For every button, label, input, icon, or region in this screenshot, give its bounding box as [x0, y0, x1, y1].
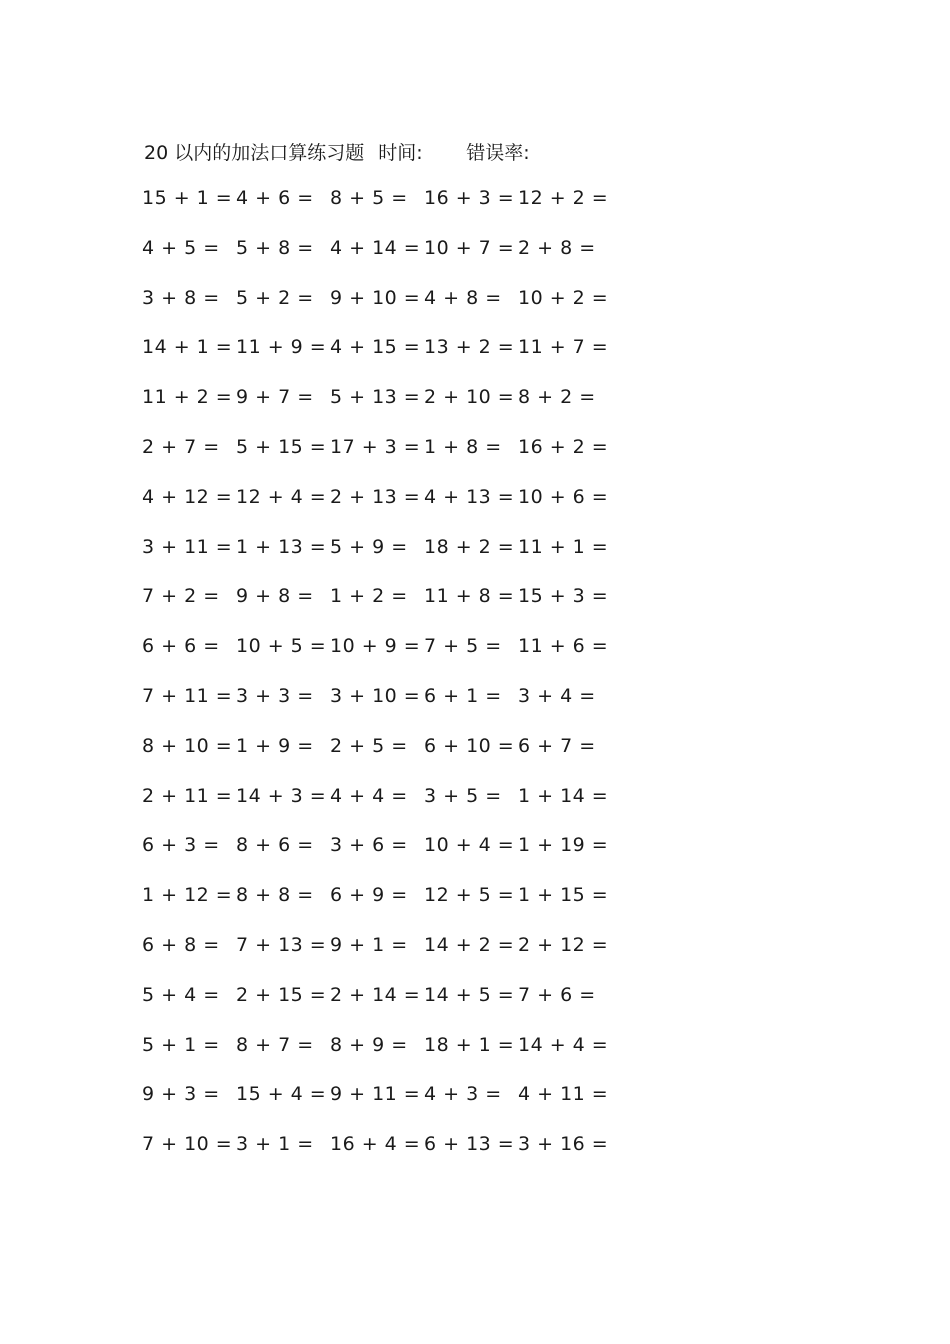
addition-problem: 5 + 13 =	[330, 386, 421, 409]
addition-problem: 11 + 8 =	[424, 585, 515, 608]
problem-row	[142, 1129, 662, 1179]
addition-problem: 4 + 12 =	[142, 485, 233, 508]
addition-problem: 5 + 1 =	[142, 1033, 220, 1056]
addition-problem: 10 + 4 =	[424, 834, 515, 857]
addition-problem: 9 + 1 =	[330, 933, 408, 956]
addition-problem: 7 + 6 =	[518, 983, 596, 1006]
addition-problem: 15 + 1 =	[142, 187, 233, 209]
addition-problem: 8 + 6 =	[236, 834, 314, 857]
addition-problem: 14 + 4 =	[518, 1033, 609, 1056]
problem-row	[142, 731, 662, 781]
addition-problem: 15 + 4 =	[236, 1083, 327, 1106]
addition-problem: 1 + 2 =	[330, 585, 408, 608]
addition-problem: 9 + 8 =	[236, 585, 314, 608]
addition-problem: 9 + 10 =	[330, 286, 421, 309]
addition-problem: 3 + 1 =	[236, 1133, 314, 1156]
addition-problem: 4 + 13 =	[424, 485, 515, 508]
problem-row	[142, 1030, 662, 1080]
addition-problem: 10 + 5 =	[236, 635, 327, 658]
addition-problem: 6 + 8 =	[142, 933, 220, 956]
problem-row	[142, 681, 662, 731]
addition-problem: 1 + 12 =	[142, 884, 233, 907]
addition-problem: 7 + 10 =	[142, 1133, 233, 1156]
time-label: 时间:	[378, 141, 423, 164]
addition-problem: 17 + 3 =	[330, 435, 421, 458]
addition-problem: 12 + 2 =	[518, 187, 609, 209]
addition-problem: 3 + 10 =	[330, 684, 421, 707]
problem-grid	[142, 183, 662, 1179]
addition-problem: 7 + 11 =	[142, 684, 233, 707]
problem-row	[142, 482, 662, 532]
addition-problem: 9 + 7 =	[236, 386, 314, 409]
addition-problem: 2 + 8 =	[518, 236, 596, 259]
worksheet-header	[144, 136, 530, 166]
addition-problem: 11 + 9 =	[236, 336, 327, 359]
addition-problem: 6 + 9 =	[330, 884, 408, 907]
addition-problem: 14 + 2 =	[424, 933, 515, 956]
problem-row	[142, 830, 662, 880]
worksheet-title: 20 以内的加法口算练习题	[144, 141, 365, 164]
addition-problem: 6 + 10 =	[424, 734, 515, 757]
addition-problem: 8 + 7 =	[236, 1033, 314, 1056]
addition-problem: 7 + 2 =	[142, 585, 220, 608]
problem-row	[142, 283, 662, 333]
addition-problem: 1 + 15 =	[518, 884, 609, 907]
problem-row	[142, 581, 662, 631]
problem-row	[142, 332, 662, 382]
addition-problem: 18 + 1 =	[424, 1033, 515, 1056]
addition-problem: 13 + 2 =	[424, 336, 515, 359]
addition-problem: 6 + 1 =	[424, 684, 502, 707]
addition-problem: 12 + 4 =	[236, 485, 327, 508]
addition-problem: 4 + 15 =	[330, 336, 421, 359]
addition-problem: 8 + 2 =	[518, 386, 596, 409]
addition-problem: 2 + 14 =	[330, 983, 421, 1006]
addition-problem: 16 + 3 =	[424, 187, 515, 209]
addition-problem: 10 + 7 =	[424, 236, 515, 259]
addition-problem: 5 + 9 =	[330, 535, 408, 558]
addition-problem: 6 + 7 =	[518, 734, 596, 757]
addition-problem: 2 + 13 =	[330, 485, 421, 508]
addition-problem: 16 + 2 =	[518, 435, 609, 458]
problem-row	[142, 432, 662, 482]
addition-problem: 14 + 5 =	[424, 983, 515, 1006]
addition-problem: 5 + 2 =	[236, 286, 314, 309]
addition-problem: 16 + 4 =	[330, 1133, 421, 1156]
addition-problem: 3 + 8 =	[142, 286, 220, 309]
problem-row	[142, 532, 662, 582]
addition-problem: 14 + 3 =	[236, 784, 327, 807]
addition-problem: 5 + 4 =	[142, 983, 220, 1006]
addition-problem: 1 + 14 =	[518, 784, 609, 807]
addition-problem: 11 + 2 =	[142, 386, 233, 409]
addition-problem: 4 + 8 =	[424, 286, 502, 309]
addition-problem: 6 + 3 =	[142, 834, 220, 857]
addition-problem: 4 + 5 =	[142, 236, 220, 259]
addition-problem: 10 + 2 =	[518, 286, 609, 309]
problem-row	[142, 781, 662, 831]
addition-problem: 3 + 6 =	[330, 834, 408, 857]
addition-problem: 1 + 19 =	[518, 834, 609, 857]
addition-problem: 3 + 16 =	[518, 1133, 609, 1156]
addition-problem: 9 + 3 =	[142, 1083, 220, 1106]
addition-problem: 1 + 8 =	[424, 435, 502, 458]
addition-problem: 1 + 9 =	[236, 734, 314, 757]
addition-problem: 7 + 13 =	[236, 933, 327, 956]
addition-problem: 2 + 5 =	[330, 734, 408, 757]
problem-row	[142, 631, 662, 681]
problem-row	[142, 930, 662, 980]
addition-problem: 11 + 7 =	[518, 336, 609, 359]
addition-problem: 5 + 8 =	[236, 236, 314, 259]
addition-problem: 2 + 10 =	[424, 386, 515, 409]
addition-problem: 2 + 12 =	[518, 933, 609, 956]
problem-row	[142, 880, 662, 930]
problem-row	[142, 980, 662, 1030]
addition-problem: 7 + 5 =	[424, 635, 502, 658]
problem-row	[142, 1079, 662, 1129]
problem-row	[142, 233, 662, 283]
addition-problem: 4 + 6 =	[236, 187, 314, 209]
addition-problem: 4 + 3 =	[424, 1083, 502, 1106]
addition-problem: 8 + 9 =	[330, 1033, 408, 1056]
addition-problem: 4 + 4 =	[330, 784, 408, 807]
problem-row	[142, 183, 662, 233]
addition-problem: 2 + 7 =	[142, 435, 220, 458]
addition-problem: 2 + 15 =	[236, 983, 327, 1006]
addition-problem: 10 + 9 =	[330, 635, 421, 658]
addition-problem: 18 + 2 =	[424, 535, 515, 558]
addition-problem: 2 + 11 =	[142, 784, 233, 807]
addition-problem: 3 + 3 =	[236, 684, 314, 707]
addition-problem: 11 + 1 =	[518, 535, 609, 558]
addition-problem: 3 + 11 =	[142, 535, 233, 558]
addition-problem: 1 + 13 =	[236, 535, 327, 558]
addition-problem: 6 + 6 =	[142, 635, 220, 658]
addition-problem: 11 + 6 =	[518, 635, 609, 658]
addition-problem: 10 + 6 =	[518, 485, 609, 508]
error-rate-label: 错误率:	[466, 141, 530, 164]
addition-problem: 4 + 14 =	[330, 236, 421, 259]
problem-row	[142, 382, 662, 432]
addition-problem: 15 + 3 =	[518, 585, 609, 608]
addition-problem: 3 + 4 =	[518, 684, 596, 707]
addition-problem: 5 + 15 =	[236, 435, 327, 458]
addition-problem: 8 + 5 =	[330, 187, 408, 209]
addition-problem: 4 + 11 =	[518, 1083, 609, 1106]
addition-problem: 6 + 13 =	[424, 1133, 515, 1156]
addition-problem: 8 + 8 =	[236, 884, 314, 907]
addition-problem: 8 + 10 =	[142, 734, 233, 757]
addition-problem: 14 + 1 =	[142, 336, 233, 359]
addition-problem: 3 + 5 =	[424, 784, 502, 807]
addition-problem: 12 + 5 =	[424, 884, 515, 907]
addition-problem: 9 + 11 =	[330, 1083, 421, 1106]
